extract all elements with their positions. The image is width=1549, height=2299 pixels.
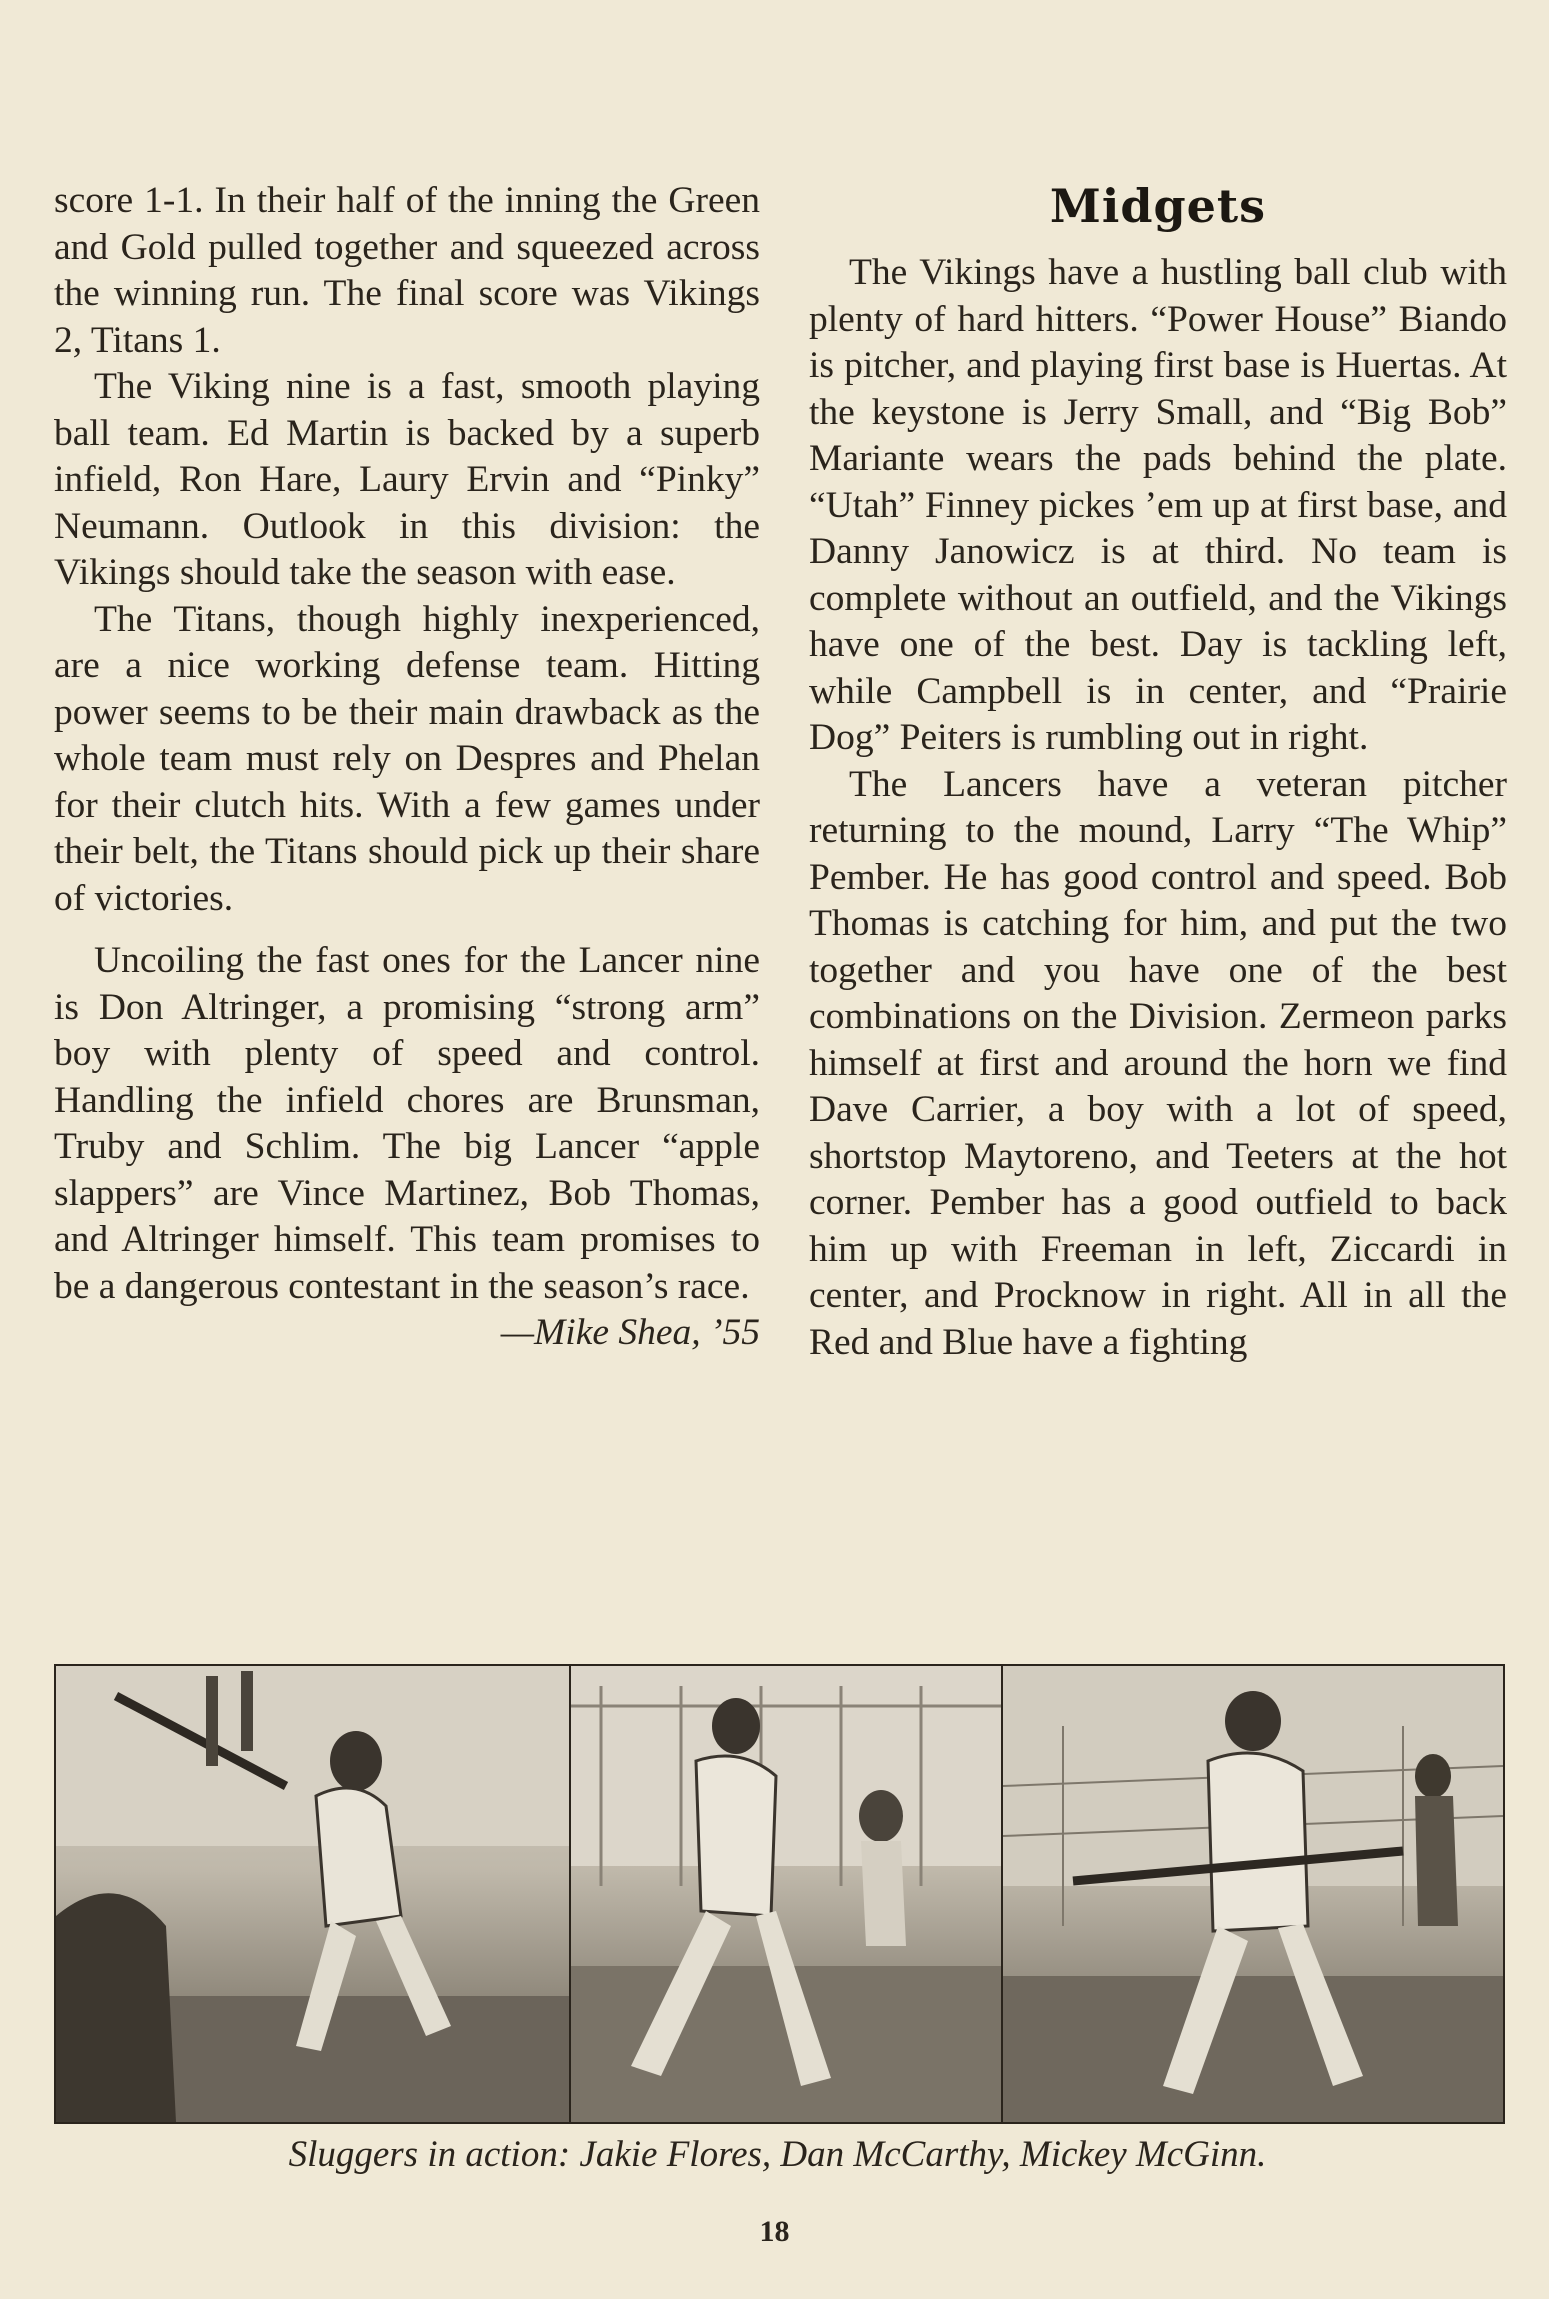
right-paragraph-1: The Vikings have a hustling ball club with plenty of hard hitters. “Power House” Biando is pitcher, and playing first base is Huertas. At the keystone is Jerry Small, and “Big Bob” Mariante wears the pads behind the plate. “Utah” Finney pickes ’em up at first base, and Danny Janowicz is at third. No team is complete without an outfield, and the Vikings have one of the best. Day is tackling left, while Campbell is in center, and “Prairie Dog” Peiters is rumbling out in right. (809, 252, 1507, 758)
right-paragraph-2: The Lancers have a veteran pitcher returning to the mound, Larry “The Whip” Pember. He has good control and speed. Bob Thomas is catching for him, and put the two together and you have one of the best combinations on the Division. Zermeon parks himself at first and around the horn we find Dave Carrier, a boy with a lot of speed, shortstop Maytoreno, and Teeters at the hot corner. Pember has a good outfield to back him up with Freeman in left, Ziccardi in center, and Procknow in right. All in all the Red and Blue have a fighting (809, 763, 1507, 1363)
photo-batter-3 (1001, 1666, 1503, 2122)
batter-1-figure (56, 1666, 569, 2122)
section-heading: Midgets (1049, 179, 1267, 233)
photo-caption: Sluggers in action: Jakie Flores, Dan McCarthy, Mickey McGinn. (288, 2134, 1267, 2175)
left-paragraph-3: The Titans, though highly inexperienced, are a nice working defense team. Hitting power seems to be their main drawback as the whole team must rely on Despres and Phelan for their clutch hits. With a few games under their belt, the Titans should pick up their share of victories. (54, 598, 760, 919)
page-number: 18 (759, 2215, 790, 2248)
left-column (54, 178, 760, 1357)
left-paragraph-1: score 1-1. In their half of the inning the Green and Gold pulled together and squeezed across the winning run. The final score was Vikings 2, Titans 1. (54, 180, 760, 361)
photo-strip (54, 1664, 1505, 2124)
photo-batter-2 (569, 1666, 1001, 2122)
batter-2-figure (571, 1666, 1001, 2122)
left-paragraph-2: The Viking nine is a fast, smooth playing ball team. Ed Martin is backed by a superb infield, Ron Hare, Laury Ervin and “Pinky” Neumann. Outlook in this division: the Vikings should take the season with ease. (54, 366, 760, 593)
caption-lead: Sluggers in action (288, 2134, 558, 2175)
photo-batter-1 (56, 1666, 569, 2122)
caption-names: Jakie Flores, Dan McCarthy, Mickey McGinn. (579, 2134, 1267, 2175)
author-signature: —Mike Shea, ’55 (500, 1312, 760, 1353)
left-paragraph-4: Uncoiling the fast ones for the Lancer nine is Don Altringer, a promising “strong arm” boy with plenty of speed and control. Handling the infield chores are Brunsman, Truby and Schlim. The big Lancer “apple slappers” are Vince Martinez, Bob Thomas, and Altringer himself. This team promises to be a dangerous contestant in the season’s race. (54, 940, 760, 1307)
right-column (809, 250, 1507, 1366)
batter-3-figure (1003, 1666, 1503, 2122)
